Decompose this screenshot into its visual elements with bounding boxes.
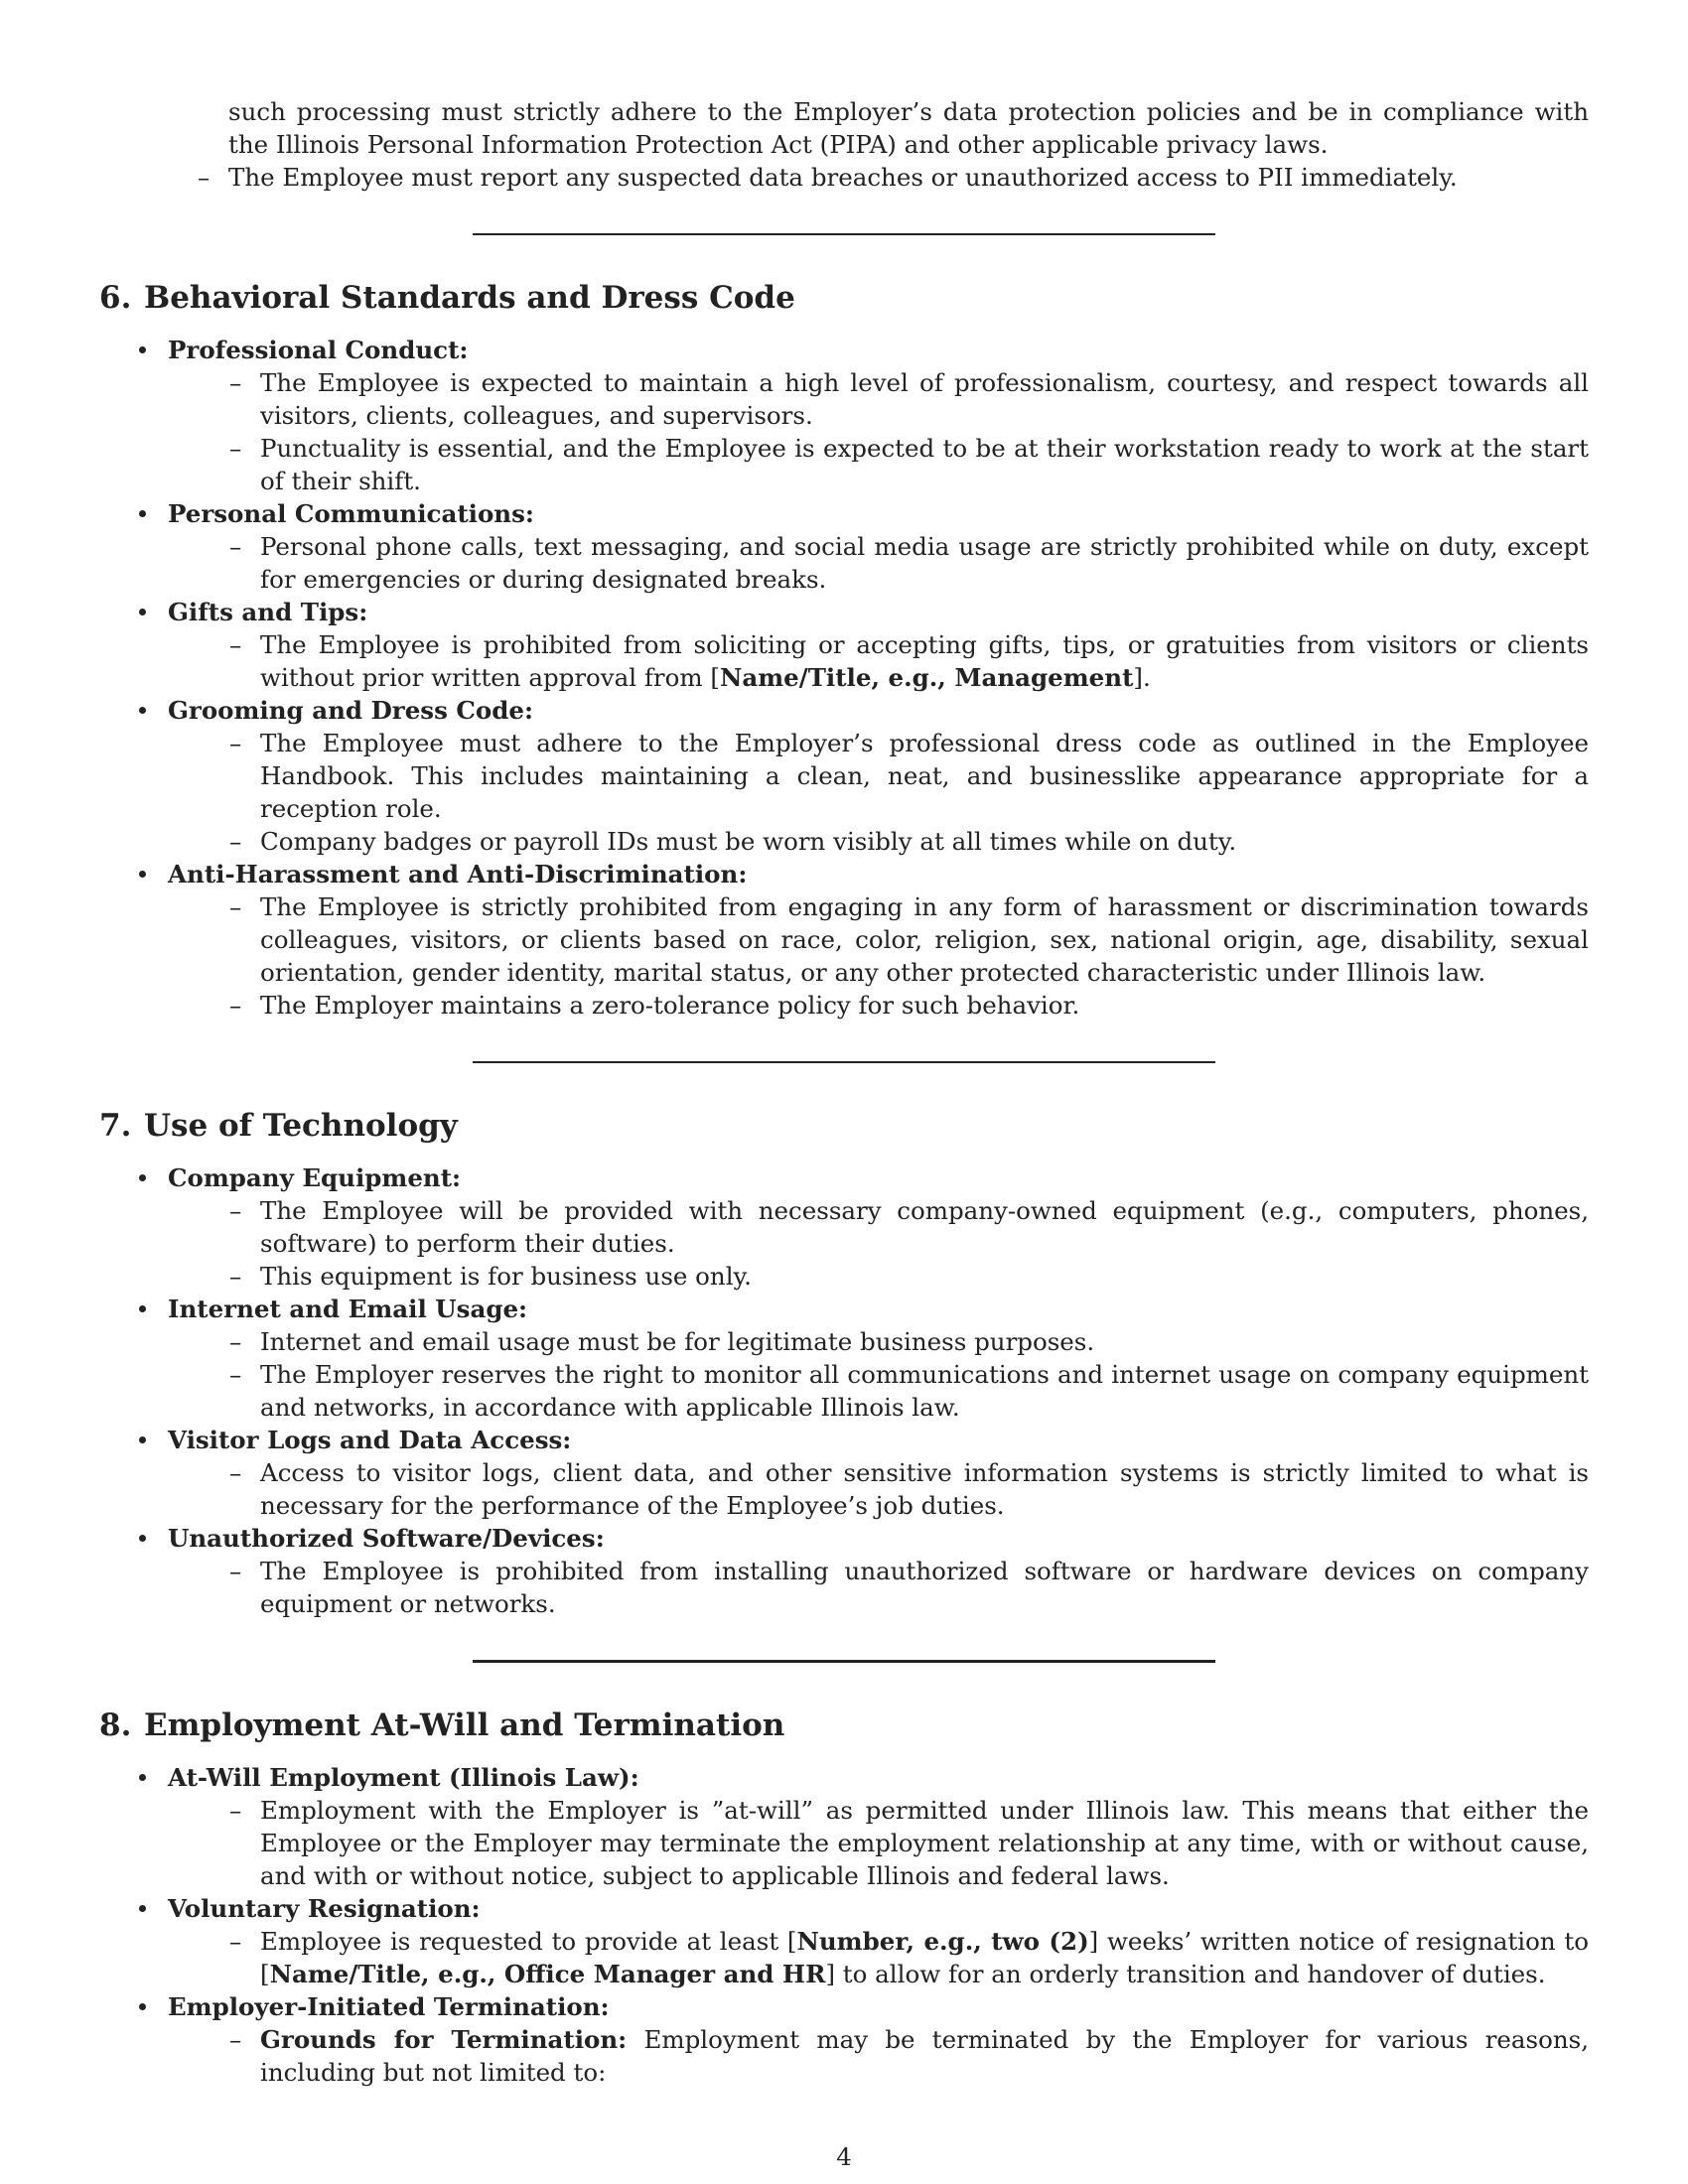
bullet-icon [139,1174,146,1181]
list-item [136,497,1589,596]
section-divider [473,1660,1215,1663]
sub-item: – The Employee will be provided with necessary company-owned equipment (e.g., computers, phones, software) to perform their duties. [229,1194,1589,1260]
list-item [136,334,1589,497]
sub-item: – The Employee is prohibited from soliciting or accepting gifts, tips, or gratuities from visitors or clients without prior written approval from [Name/Title, e.g., Management]. [229,628,1589,694]
sub-item: – The Employee is strictly prohibited from engaging in any form of harassment or discrimination towards colleagues, visitors, or clients based on race, color, religion, sex, national origin, age, disability, sexual orientation, gender identity, marital status, or any other protected characteristic under Illinois law. [229,890,1589,989]
item-title: Employer-Initiated Termination: [168,1992,610,2021]
page-number: 4 [836,2142,852,2171]
sub-item: – Internet and email usage must be for legitimate business purposes. [229,1325,1589,1358]
bullet-icon [139,510,146,517]
item-title: Gifts and Tips: [168,598,368,626]
list-item [136,858,1589,1022]
sub-item: – Grounds for Termination: Employment may be terminated by the Employer for various reasons, including but not limited to: [229,2023,1589,2089]
placeholder-field: Number, e.g., two (2) [796,1927,1089,1956]
continuation-list [198,161,1589,194]
item-title: Visitor Logs and Data Access: [168,1426,572,1454]
list-item [136,1293,1589,1424]
sub-item: – Punctuality is essential, and the Employee is expected to be at their workstation ready to work at the start of their shift. [229,432,1589,497]
bullet-icon [139,871,146,878]
item-title: Voluntary Resignation: [168,1894,481,1923]
continuation-text: such processing must strictly adhere to the Employer’s data protection policies and be in compliance with the Illinois Personal Information Protection Act (PIPA) and other applicable privacy laws. [228,97,1589,159]
sub-item: – Personal phone calls, text messaging, and social media usage are strictly prohibited while on duty, except for emergencies or during designated breaks. [229,530,1589,596]
list-item [136,1990,1589,2089]
section-title: Use of Technology [144,1108,458,1144]
item-title: Internet and Email Usage: [168,1295,528,1323]
bullet-icon [139,1535,146,1542]
sub-item: – This equipment is for business use only. [229,1260,1589,1293]
placeholder-field: Name/Title, e.g., Office Manager and HR [269,1960,826,1988]
bullet-icon [139,1436,146,1443]
continuation-item: – The Employee must report any suspected data breaches or unauthorized access to PII immediately. [198,161,1589,194]
sub-item: – The Employee must adhere to the Employer’s professional dress code as outlined in the Employee Handbook. This includes maintaining a clean, neat, and businesslike appearance appropriate for a reception role. [229,727,1589,825]
section-number: 8. [99,1707,132,1743]
list-item [136,1161,1589,1293]
list-item [136,596,1589,694]
item-title: Anti-Harassment and Anti-Discrimination: [168,860,748,888]
section-divider [473,1061,1215,1063]
bullet-icon [139,346,146,353]
list-item [136,1892,1589,1990]
bullet-icon [139,707,146,714]
sub-item: – Access to visitor logs, client data, and other sensitive information systems is strictly limited to what is necessary for the performance of the Employee’s job duties. [229,1456,1589,1522]
section-8-list [136,1761,1589,2089]
sub-item: – Employment with the Employer is ”at-will” as permitted under Illinois law. This means that either the Employee or the Employer may terminate the employment relationship at any time, with or without cause, and with or without notice, subject to applicable Illinois and federal laws. [229,1794,1589,1892]
sub-item: – The Employer maintains a zero-tolerance policy for such behavior. [229,989,1589,1022]
item-title: Company Equipment: [168,1163,462,1192]
bullet-icon [139,2003,146,2010]
item-title: Professional Conduct: [168,336,469,364]
section-number: 6. [99,280,132,316]
item-title: Grooming and Dress Code: [168,696,534,725]
list-item [136,1522,1589,1620]
section-number: 7. [99,1108,132,1144]
placeholder-field: Name/Title, e.g., Management [719,663,1134,692]
section-8-heading [99,1706,1589,1745]
section-6-heading [99,278,1589,318]
section-title: Behavioral Standards and Dress Code [144,280,795,316]
section-divider [473,233,1215,235]
sub-item: – Company badges or payroll IDs must be worn visibly at all times while on duty. [229,825,1589,858]
item-title: Unauthorized Software/Devices: [168,1524,605,1553]
bullet-icon [139,609,146,615]
bullet-icon [139,1905,146,1912]
item-title: At-Will Employment (Illinois Law): [168,1763,639,1792]
list-item [136,1424,1589,1522]
section-title: Employment At-Will and Termination [144,1707,785,1743]
document-page [99,95,1589,2089]
section-6-list [136,334,1589,1022]
item-title: Personal Communications: [168,499,534,528]
sub-item: – The Employer reserves the right to monitor all communications and internet usage on company equipment and networks, in accordance with applicable Illinois law. [229,1358,1589,1424]
sub-item: – Employee is requested to provide at least [Number, e.g., two (2)] weeks’ written notice of resignation to [Name/Title, e.g., Office Manager and HR] to allow for an orderly transition and handover of duties. [229,1925,1589,1990]
list-item [136,1761,1589,1892]
sub-item: – The Employee is prohibited from installing unauthorized software or hardware devices on company equipment or networks. [229,1555,1589,1620]
sub-item: – The Employee is expected to maintain a high level of professionalism, courtesy, and respect towards all visitors, clients, colleagues, and supervisors. [229,366,1589,432]
bullet-icon [139,1774,146,1781]
bullet-icon [139,1305,146,1312]
list-item [136,694,1589,858]
section-7-heading [99,1106,1589,1146]
section-7-list [136,1161,1589,1620]
sub-item-heading: Grounds for Termination: [260,2025,628,2054]
